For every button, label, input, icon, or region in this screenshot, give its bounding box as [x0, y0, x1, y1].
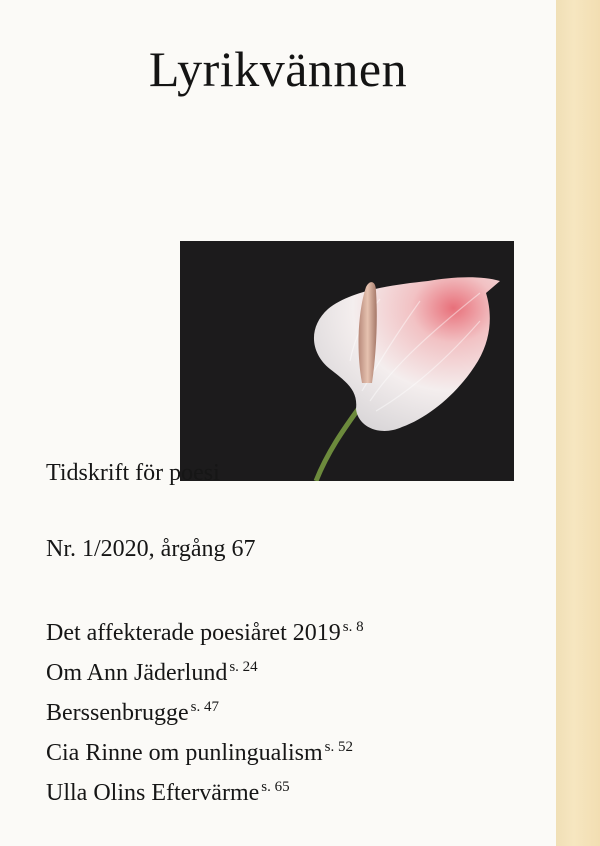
contents-item-page: s. 8 [342, 619, 364, 635]
contents-item-text: Ulla Olins Eftervärme [46, 780, 260, 806]
contents-item-page: s. 24 [229, 659, 258, 675]
contents-item [46, 730, 364, 770]
contents-list [46, 610, 364, 810]
issue-number: Nr. 1/2020, årgång 67 [46, 536, 256, 562]
anthurium-flower-photo [180, 241, 514, 481]
book-spine-edge [556, 0, 600, 846]
contents-item [46, 770, 364, 810]
contents-item-text: Det affekterade poesiåret 2019 [46, 620, 341, 646]
contents-item [46, 650, 364, 690]
contents-item-text: Cia Rinne om punlingualism [46, 740, 323, 766]
magazine-title: Lyrikvännen [148, 41, 408, 97]
contents-item-text: Om Ann Jäderlund [46, 660, 228, 686]
contents-item-page: s. 65 [261, 779, 290, 795]
magazine-subtitle: Tidskrift för poesi [46, 460, 220, 486]
contents-item [46, 690, 364, 730]
contents-item-page: s. 47 [190, 699, 219, 715]
contents-item-page: s. 52 [324, 739, 353, 755]
contents-item [46, 610, 364, 650]
contents-item-text: Berssenbrugge [46, 700, 189, 726]
